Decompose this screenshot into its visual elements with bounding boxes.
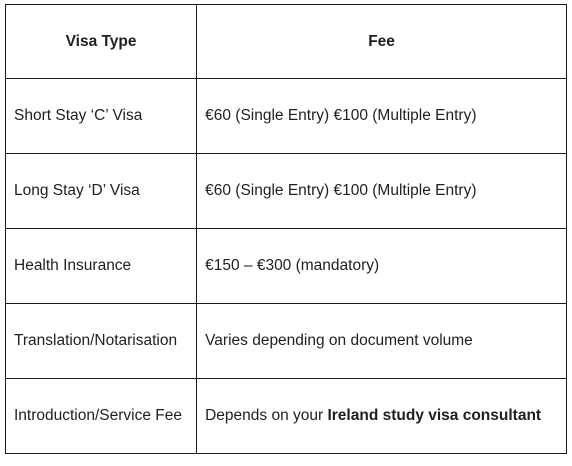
fee-cell (197, 379, 567, 454)
visa-type-cell: Introduction/Service Fee (6, 379, 197, 454)
visa-fee-table (5, 4, 567, 454)
visa-type-cell: Health Insurance (6, 229, 197, 304)
table-row (6, 154, 567, 229)
fee-cell: €60 (Single Entry) €100 (Multiple Entry) (197, 79, 567, 154)
consultant-link-text: Ireland study visa consultant (327, 407, 542, 424)
visa-type-cell: Translation/Notarisation (6, 304, 197, 379)
visa-type-cell: Short Stay ‘C’ Visa (6, 79, 197, 154)
table-row (6, 79, 567, 154)
visa-type-cell: Long Stay ‘D’ Visa (6, 154, 197, 229)
table-row (6, 304, 567, 379)
fee-cell: Varies depending on document volume (197, 304, 567, 379)
header-visa-type: Visa Type (6, 5, 197, 79)
fee-cell: €150 – €300 (mandatory) (197, 229, 567, 304)
fee-prefix-text: Depends on your (205, 407, 328, 424)
table-row (6, 229, 567, 304)
table-row (6, 379, 567, 454)
fee-cell: €60 (Single Entry) €100 (Multiple Entry) (197, 154, 567, 229)
table-header-row (6, 5, 567, 79)
header-fee: Fee (197, 5, 567, 79)
